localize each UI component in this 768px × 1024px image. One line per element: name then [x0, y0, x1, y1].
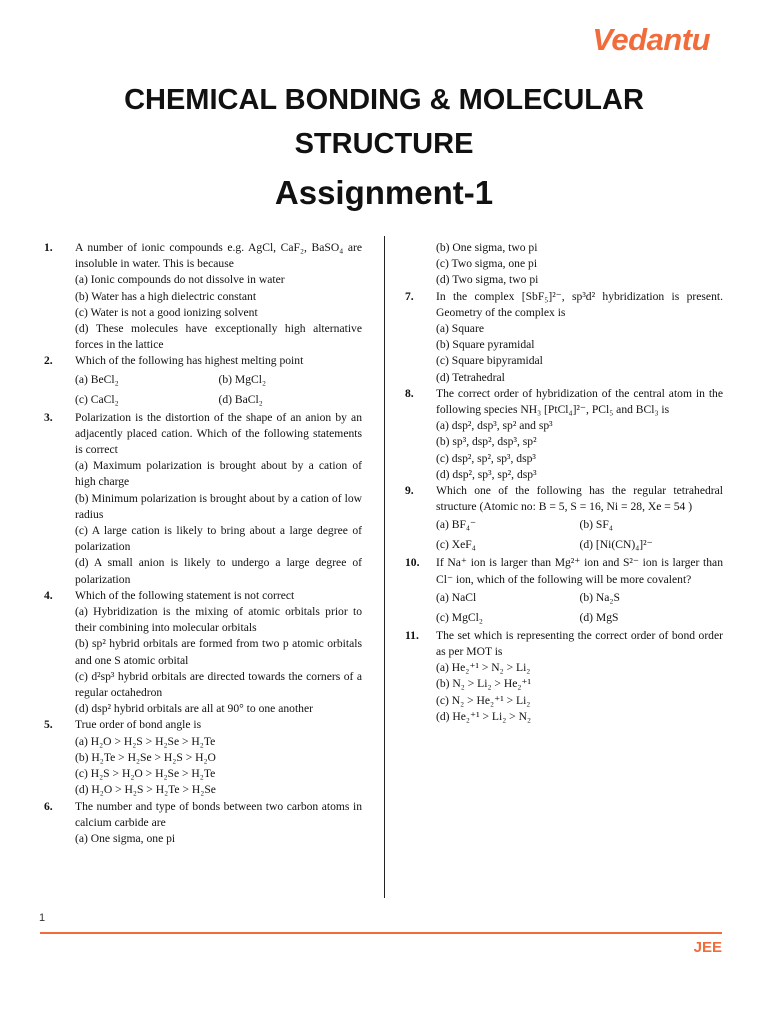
- question: [405, 483, 723, 555]
- question-number: 11.: [405, 628, 419, 642]
- answer-option: (b) Water has a high dielectric constant: [75, 289, 257, 303]
- answer-option: (c) MgCl₂: [436, 610, 483, 624]
- answer-option: (c) CaCl₂: [75, 392, 119, 406]
- question-text: A number of ionic compounds e.g. AgCl, CaF₂, BaSO₄ are insoluble in water. This is because: [75, 241, 362, 271]
- answer-option: (a) Ionic compounds do not dissolve in water: [75, 273, 285, 287]
- answer-option: (d) Tetrahedral: [436, 370, 505, 384]
- answer-option-row: [75, 390, 362, 410]
- answer-option: (c) d²sp³ hybrid orbitals are directed towards the corners of a regular octahedron: [75, 669, 362, 700]
- question-number: 4.: [44, 588, 53, 602]
- footer-rule: [40, 932, 722, 934]
- answer-option: (d) H₂O > H₂S > H₂Te > H₂Se: [75, 783, 216, 797]
- question-number: 3.: [44, 410, 53, 424]
- question-number: 2.: [44, 354, 53, 368]
- answer-option: (d) MgS: [579, 610, 619, 624]
- question: [44, 717, 362, 798]
- answer-option: (d) dsp², sp³, sp², dsp³: [436, 467, 537, 481]
- question-number: 1.: [44, 241, 53, 254]
- vedantu-logo: Vedantu: [592, 22, 710, 57]
- question-text: The set which is representing the correct order of bond order as per MOT is: [436, 628, 723, 659]
- question: [44, 353, 362, 409]
- question: [405, 289, 723, 386]
- answer-option: (b) H₂Te > H₂Se > H₂S > H₂O: [75, 750, 216, 764]
- page-title-line2: STRUCTURE: [294, 128, 474, 160]
- answer-option: (d) A small anion is likely to undergo a large degree of polarization: [75, 556, 362, 586]
- answer-option: (b) sp² hybrid orbitals are formed from two p atomic orbitals and one S atomic orbital: [75, 637, 362, 667]
- answer-option: (a) BeCl₂: [75, 372, 119, 386]
- answer-option: (b) Minimum polarization is brought about by a cation of low radius: [75, 491, 362, 521]
- question-number: 6.: [44, 799, 53, 813]
- answer-option: (a) dsp², dsp³, sp² and sp³: [436, 419, 553, 433]
- question-number: 9.: [405, 484, 414, 498]
- answer-option: (a) BF₄⁻: [436, 518, 477, 532]
- answer-option: (d) He₂⁺¹ > Li₂ > N₂: [436, 709, 532, 723]
- answer-option: (d) dsp² hybrid orbitals are all at 90° to one another: [75, 702, 313, 716]
- answer-option: (b) SF₄: [579, 518, 613, 532]
- question: [44, 799, 362, 848]
- question-text: If Na⁺ ion is larger than Mg²⁺ ion and S²⁻ ion is larger than Cl⁻ ion, which of the following will be more covalent?: [436, 556, 723, 586]
- question-text: The correct order of hybridization of the central atom in the following species NH₃ [PtCl₄]²⁻, PCl₅ and BCl₃ is: [436, 386, 723, 417]
- question: [44, 240, 362, 353]
- answer-option: (d) These molecules have exceptionally high alternative forces in the lattice: [75, 322, 362, 352]
- question-text: True order of bond angle is: [75, 718, 202, 732]
- answer-option-row: [75, 370, 362, 390]
- answer-option: (b) Square pyramidal: [436, 338, 535, 352]
- answer-option: (b) sp³, dsp², dsp³, sp²: [436, 435, 537, 449]
- answer-option: (d) Two sigma, two pi: [436, 273, 539, 287]
- answer-option: (c) Water is not a good ionizing solvent: [75, 305, 258, 319]
- question-text: In the complex [SbF₅]²⁻, sp³d² hybridization is present. Geometry of the complex is: [436, 289, 723, 319]
- answer-option: (c) N₂ > He₂⁺¹ > Li₂: [436, 693, 531, 707]
- question: [405, 628, 723, 725]
- question-text: Which of the following statement is not correct: [75, 588, 295, 602]
- answer-option: (c) Two sigma, one pi: [436, 257, 538, 271]
- answer-option: (a) Hybridization is the mixing of atomic orbitals prior to their combining into molecular orbitals: [75, 605, 362, 635]
- question: [405, 240, 723, 289]
- question: [405, 386, 723, 483]
- answer-option: (b) MgCl₂: [218, 372, 267, 386]
- answer-option: (d) BaCl₂: [218, 392, 263, 406]
- page-number: 1: [39, 912, 46, 924]
- answer-option-row: [436, 515, 723, 535]
- answer-option: (c) dsp², sp², sp³, dsp³: [436, 451, 536, 465]
- answer-option: (b) N₂ > Li₂ > He₂⁺¹: [436, 677, 532, 691]
- answer-option-row: [436, 535, 723, 555]
- answer-option: (a) He₂⁺¹ > N₂ > Li₂: [436, 661, 531, 675]
- question-number: 7.: [405, 289, 414, 303]
- question-text: Which of the following has highest melting point: [75, 354, 304, 368]
- question-text: The number and type of bonds between two carbon atoms in calcium carbide are: [75, 799, 362, 829]
- answer-option: (a) One sigma, one pi: [75, 831, 176, 845]
- answer-option: (a) Maximum polarization is brought about by a cation of high charge: [75, 459, 362, 489]
- answer-option: (c) H₂S > H₂O > H₂Se > H₂Te: [75, 767, 216, 781]
- column-divider: [384, 236, 385, 898]
- answer-option: (a) H₂O > H₂S > H₂Se > H₂Te: [75, 734, 216, 748]
- answer-option: (b) One sigma, two pi: [436, 241, 538, 254]
- question-text: Polarization is the distortion of the shape of an anion by an adjacently placed cation. Which of the following statements is correct: [75, 410, 362, 457]
- page-subtitle: Assignment-1: [274, 174, 494, 211]
- answer-option: (c) A large cation is likely to bring about a large degree of polarization: [75, 524, 362, 554]
- question-number: 5.: [44, 718, 53, 732]
- question: [405, 555, 723, 627]
- footer-tag: JEE: [693, 939, 722, 956]
- question-text: Which one of the following has the regular tetrahedral structure (Atomic no: B = 5, S = 16, Ni = 28, Xe = 54 ): [436, 484, 723, 514]
- question: [44, 410, 362, 588]
- answer-option: (a) Square: [436, 322, 484, 336]
- answer-option: (a) NaCl: [436, 590, 477, 604]
- question: [44, 588, 362, 718]
- left-column: [44, 240, 362, 847]
- page-title-line1: CHEMICAL BONDING & MOLECULAR: [124, 84, 644, 116]
- question-number: 10.: [405, 556, 420, 570]
- answer-option: (d) [Ni(CN)₄]²⁻: [579, 538, 653, 552]
- answer-option-row: [436, 608, 723, 628]
- question-number: 8.: [405, 386, 414, 400]
- answer-option: (c) Square bipyramidal: [436, 354, 543, 368]
- right-column: [405, 240, 723, 725]
- answer-option: (b) Na₂S: [579, 590, 620, 604]
- answer-option-row: [436, 588, 723, 608]
- answer-option: (c) XeF₄: [436, 538, 476, 552]
